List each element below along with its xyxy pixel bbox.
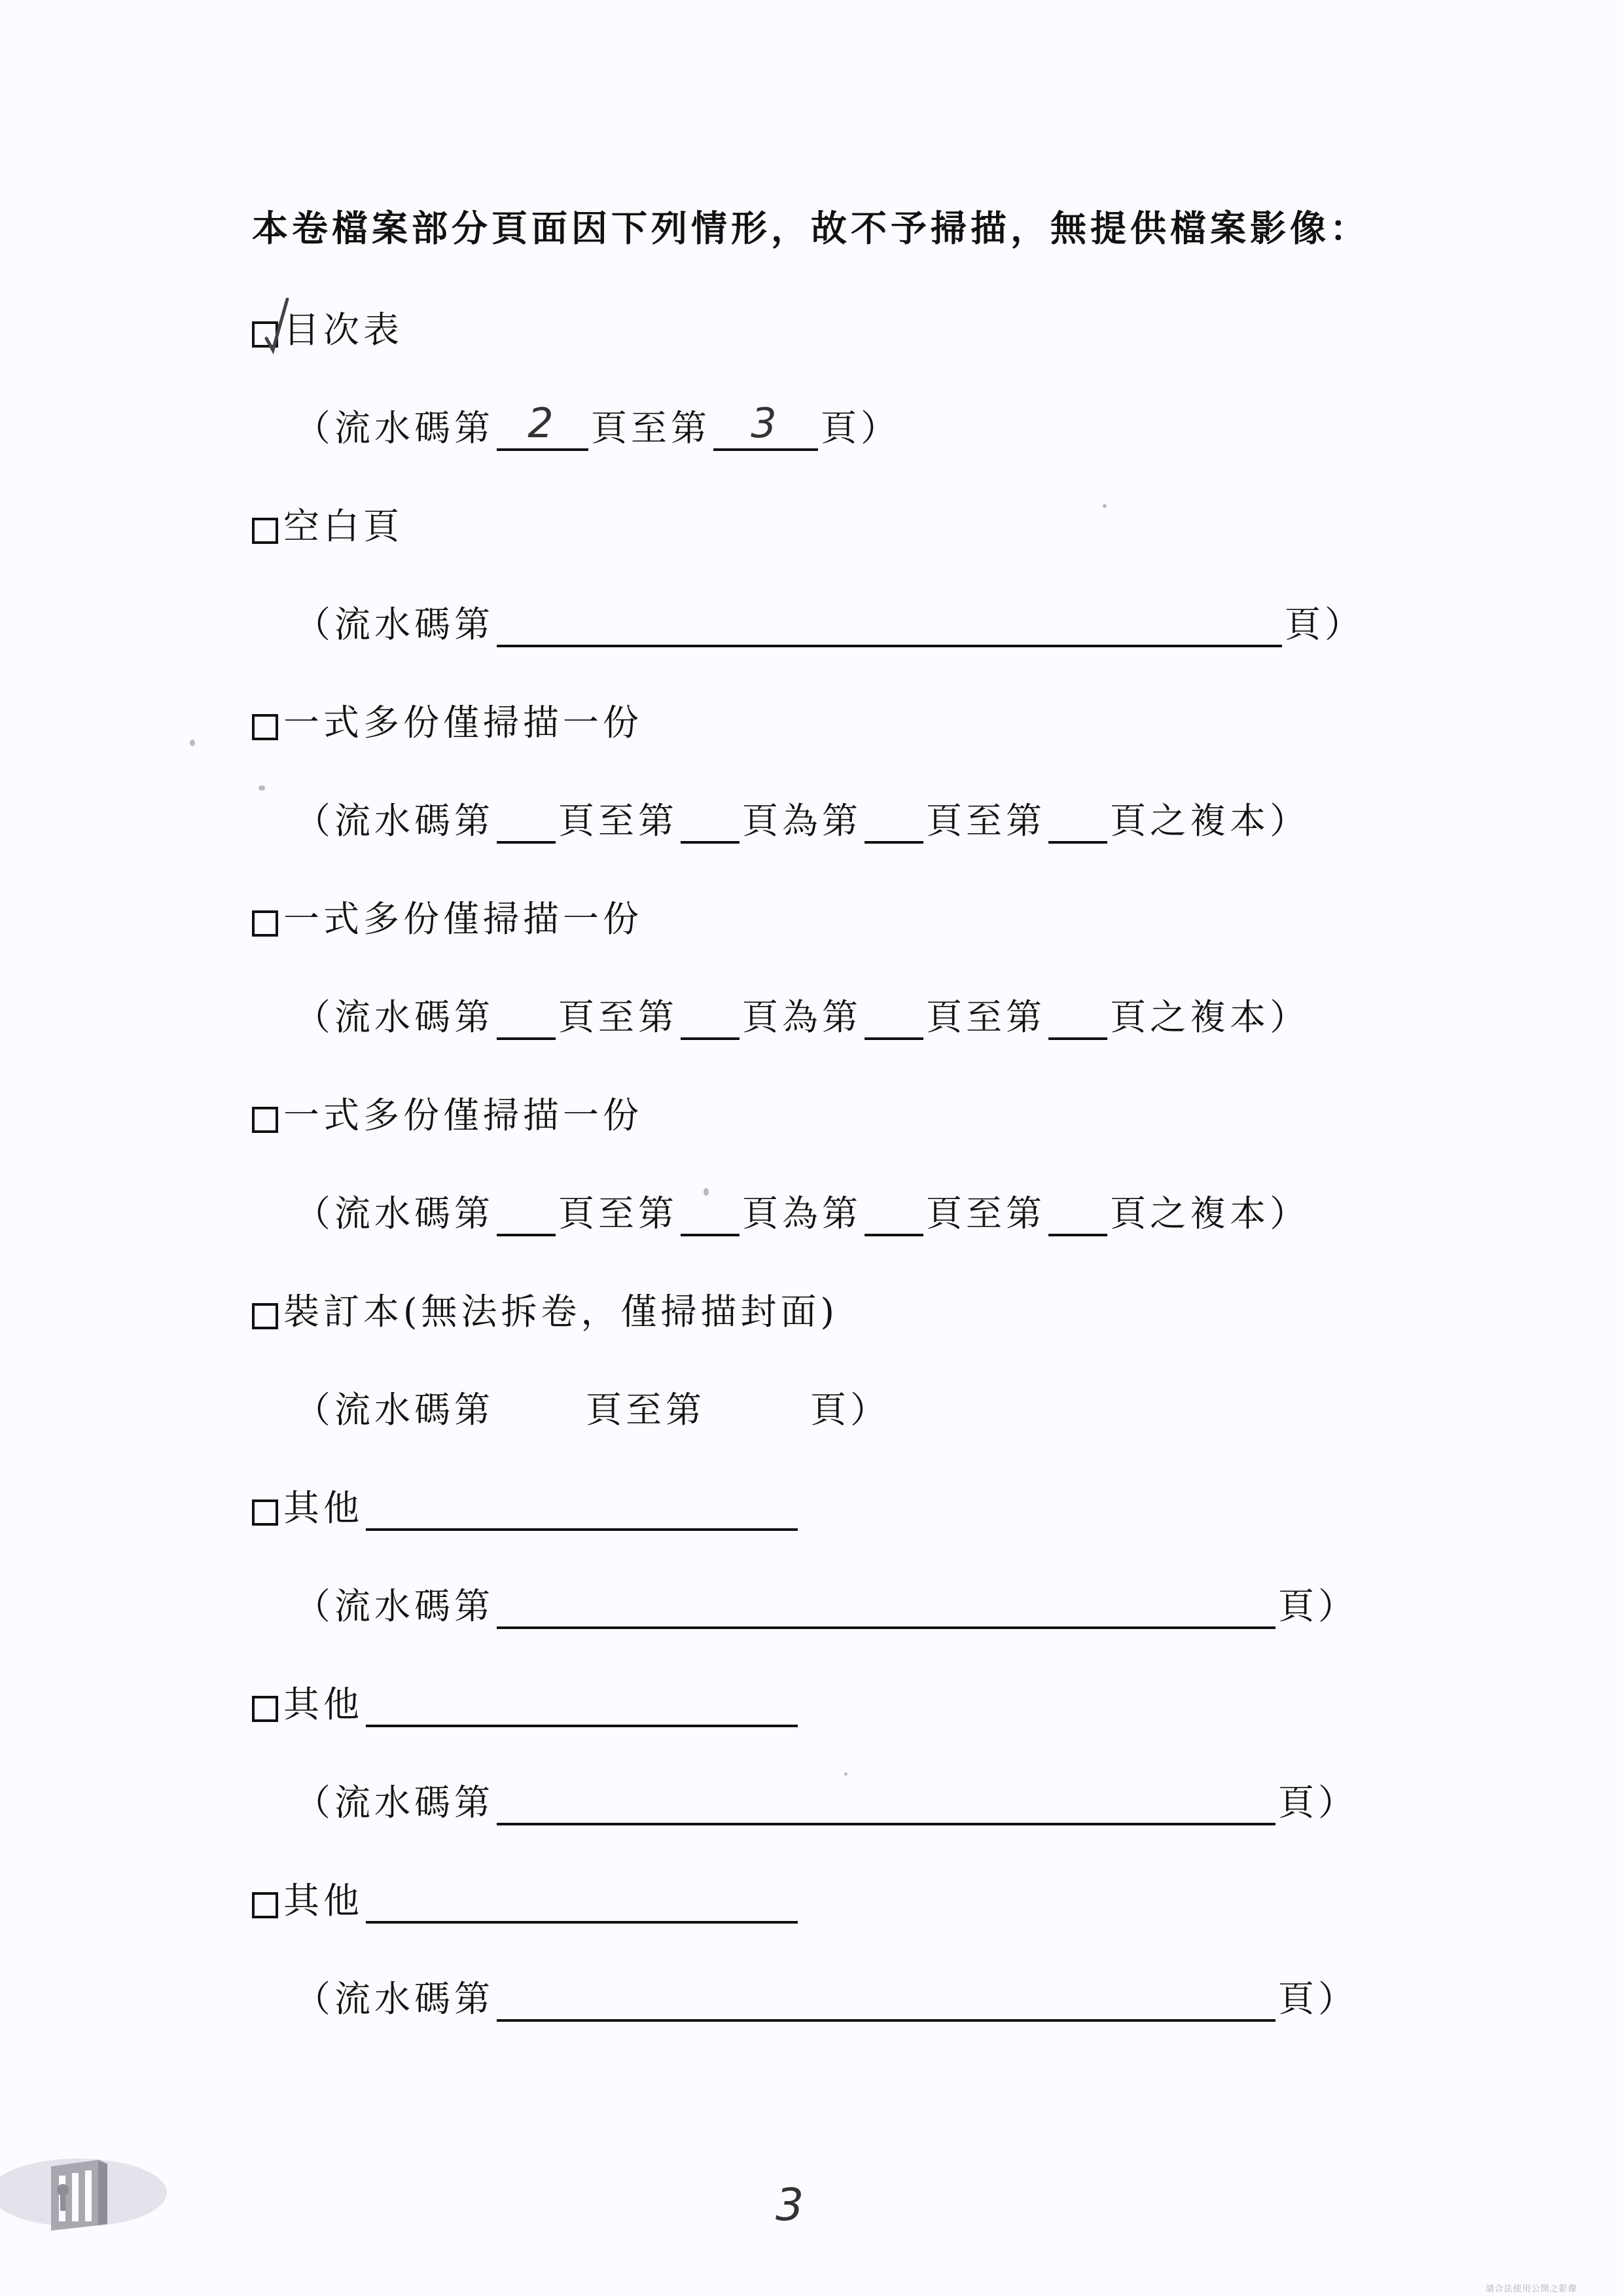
checkbox-other-2[interactable] (252, 1696, 278, 1722)
item-blank-page (252, 497, 403, 549)
page-field[interactable] (681, 1193, 740, 1236)
range-suffix: 頁之複本） (1110, 996, 1310, 1038)
checkbox-blank-page[interactable] (252, 518, 278, 544)
item-bound-volume (252, 1283, 838, 1335)
page-field[interactable] (497, 1586, 1275, 1629)
range-suffix: 頁） (821, 407, 901, 449)
item-label-toc: 目次表 (283, 309, 404, 351)
item-label-bound-volume: 裝訂本(無法拆卷，僅掃描封面) (283, 1291, 838, 1333)
range-mid: 頁至第 (591, 407, 711, 449)
range-text: 頁為第 (742, 800, 863, 842)
checkbox-other-1[interactable] (252, 1499, 278, 1526)
scan-speck (1103, 504, 1107, 508)
checkbox-duplicates-2[interactable] (252, 910, 278, 937)
item-toc-range (294, 399, 901, 451)
archive-logo-icon (0, 2134, 170, 2238)
page-field[interactable] (497, 1979, 1275, 2022)
item-other-2-range (294, 1774, 1358, 1825)
item-other-3-range (294, 1970, 1358, 2022)
checkbox-duplicates-1[interactable] (252, 714, 278, 740)
range-text: 頁至第 (926, 996, 1046, 1038)
item-other-1 (252, 1479, 800, 1531)
page-field[interactable] (1048, 1193, 1107, 1236)
to-page-field[interactable] (713, 399, 818, 451)
page-field[interactable] (497, 604, 1282, 647)
item-label-other: 其他 (283, 1487, 364, 1529)
range-suffix: 頁之複本） (1110, 800, 1310, 842)
page-field[interactable] (681, 800, 740, 844)
range-text: 頁至第 (558, 996, 679, 1038)
scan-speck (844, 1772, 847, 1776)
page-field[interactable] (1048, 800, 1107, 844)
watermark-text: 請合法使用公開之影像 (1486, 2284, 1578, 2294)
range-prefix: （流水碼第 (294, 996, 495, 1038)
item-toc (252, 301, 403, 353)
item-duplicates-1 (252, 694, 643, 745)
range-text: 頁至第 (926, 800, 1046, 842)
item-blank-page-range (294, 596, 1364, 647)
page-field[interactable] (865, 997, 923, 1040)
range-prefix: （流水碼第 (294, 800, 495, 842)
range-prefix: （流水碼第 (294, 407, 495, 449)
form-title: 本卷檔案部分頁面因下列情形，故不予掃描，無提供檔案影像： (252, 207, 1370, 249)
item-duplicates-3 (252, 1086, 643, 1138)
range-suffix: 頁之複本） (1110, 1193, 1310, 1234)
from-page-field[interactable] (497, 399, 588, 451)
range-prefix: （流水碼第 (294, 1193, 495, 1234)
page-field[interactable] (865, 800, 923, 844)
range-suffix: 頁） (1278, 1585, 1359, 1627)
item-other-2 (252, 1676, 800, 1727)
scan-speck (190, 740, 195, 746)
page-field[interactable] (1048, 997, 1107, 1040)
range-prefix: （流水碼第 (294, 603, 495, 645)
item-other-1-range (294, 1577, 1358, 1629)
range-prefix: （流水碼第 (294, 1782, 495, 1823)
handwritten-to-page: 3 (751, 399, 781, 447)
range-suffix: 頁） (1278, 1782, 1359, 1823)
item-other-3 (252, 1872, 800, 1924)
range-text: 頁為第 (742, 1193, 863, 1234)
item-label-duplicates: 一式多份僅掃描一份 (283, 1094, 643, 1136)
other-reason-field[interactable] (366, 1488, 798, 1531)
item-label-blank-page: 空白頁 (283, 505, 404, 547)
checkbox-toc[interactable] (252, 321, 278, 348)
item-duplicates-2-range (294, 988, 1310, 1040)
range-text: 頁至第 (926, 1193, 1046, 1234)
handwritten-from-page: 2 (527, 399, 558, 447)
scan-speck (704, 1188, 709, 1196)
page-field[interactable] (497, 1193, 556, 1236)
item-label-duplicates: 一式多份僅掃描一份 (283, 702, 643, 744)
item-duplicates-1-range (294, 792, 1310, 844)
item-bound-volume-range (294, 1381, 890, 1433)
item-duplicates-2 (252, 890, 643, 942)
scan-speck (259, 785, 265, 791)
page-field[interactable] (865, 1193, 923, 1236)
page-field[interactable] (681, 997, 740, 1040)
range-mid: 頁至第 (586, 1389, 706, 1431)
checkbox-other-3[interactable] (252, 1892, 278, 1918)
other-reason-field[interactable] (366, 1880, 798, 1924)
range-suffix: 頁） (1278, 1978, 1359, 2020)
range-prefix: （流水碼第 (294, 1389, 495, 1431)
item-label-other: 其他 (283, 1683, 364, 1725)
page-field[interactable] (497, 800, 556, 844)
checkbox-bound-volume[interactable] (252, 1303, 278, 1329)
item-label-duplicates: 一式多份僅掃描一份 (283, 898, 643, 940)
handwritten-page-number: 3 (776, 2179, 804, 2231)
item-label-other: 其他 (283, 1880, 364, 1922)
other-reason-field[interactable] (366, 1684, 798, 1727)
item-duplicates-3-range (294, 1185, 1310, 1236)
range-prefix: （流水碼第 (294, 1585, 495, 1627)
range-suffix: 頁） (810, 1389, 891, 1431)
range-text: 頁為第 (742, 996, 863, 1038)
page-field[interactable] (497, 997, 556, 1040)
page-field[interactable] (497, 1782, 1275, 1825)
range-text: 頁至第 (558, 1193, 679, 1234)
range-text: 頁至第 (558, 800, 679, 842)
handwritten-check-icon (261, 298, 300, 357)
range-prefix: （流水碼第 (294, 1978, 495, 2020)
range-suffix: 頁） (1285, 603, 1365, 645)
checkbox-duplicates-3[interactable] (252, 1107, 278, 1133)
